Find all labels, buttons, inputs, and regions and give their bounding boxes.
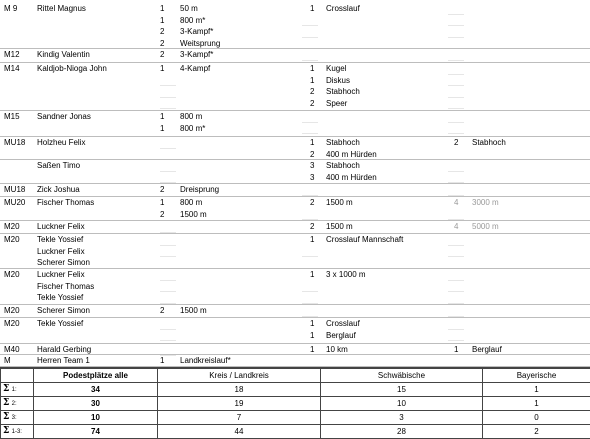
schwab-place-line: 2 bbox=[310, 98, 314, 110]
empty-cell-marker bbox=[448, 14, 464, 15]
schwab-event-line: 400 m Hürden bbox=[326, 172, 377, 184]
summary-row bbox=[1, 382, 590, 396]
summary-corner-cell bbox=[1, 369, 34, 383]
kreis-place bbox=[160, 197, 164, 220]
athlete-name-line: Luckner Felix bbox=[37, 246, 90, 258]
athlete-name-line: Luckner Felix bbox=[37, 221, 85, 233]
athlete-name-line: Luckner Felix bbox=[37, 269, 94, 281]
kreis-place-line: 1 bbox=[160, 63, 164, 75]
empty-cell-marker bbox=[160, 171, 176, 172]
empty-cell-marker bbox=[448, 122, 464, 123]
summary-row bbox=[1, 396, 590, 410]
athlete-name bbox=[37, 184, 80, 196]
athlete-name bbox=[37, 269, 94, 304]
age-class: M40 bbox=[4, 344, 20, 356]
kreis-place-line: 1 bbox=[160, 123, 164, 135]
empty-cell-marker bbox=[448, 291, 464, 292]
athlete-name-line: Holzheu Felix bbox=[37, 137, 85, 149]
kreis-place-line: 2 bbox=[160, 184, 164, 196]
kreis-event bbox=[180, 3, 220, 49]
schwab-place bbox=[310, 234, 314, 246]
schwab-event-line: Crosslauf bbox=[326, 318, 360, 330]
kreis-place-line: 1 bbox=[160, 111, 164, 123]
schwab-place-line: 2 bbox=[310, 149, 314, 161]
schwab-event-line: Stabhoch bbox=[326, 137, 377, 149]
schwab-place bbox=[310, 137, 314, 160]
header-schwaebische: Schwäbische bbox=[321, 369, 483, 383]
schwab-place-line: 1 bbox=[310, 318, 314, 330]
empty-cell-marker bbox=[448, 108, 464, 109]
kreis-place-line: 1 bbox=[160, 197, 164, 209]
schwab-event-line: Kugel bbox=[326, 63, 360, 75]
row-divider bbox=[0, 183, 590, 184]
schwab-event-line: 10 km bbox=[326, 344, 348, 356]
schwab-place-line: 1 bbox=[310, 330, 314, 342]
kreis-event-line: 1500 m bbox=[180, 305, 207, 317]
athlete-name-line: Fischer Thomas bbox=[37, 197, 94, 209]
summary-kreis: 44 bbox=[158, 424, 321, 438]
empty-cell-marker bbox=[448, 60, 464, 61]
schwab-event bbox=[326, 221, 353, 233]
schwab-place bbox=[310, 3, 314, 15]
kreis-place-line: 2 bbox=[160, 305, 164, 317]
kreis-event bbox=[180, 111, 205, 134]
kreis-place-line: 2 bbox=[160, 26, 164, 38]
summary-table bbox=[0, 367, 590, 439]
age-class: M12 bbox=[4, 49, 20, 61]
athlete-name-line: Tekle Yossief bbox=[37, 234, 90, 246]
summary-label: Σ 1: bbox=[1, 382, 34, 396]
summary-all: 34 bbox=[34, 382, 158, 396]
kreis-place bbox=[160, 355, 164, 367]
schwab-event bbox=[326, 63, 360, 109]
athlete-name bbox=[37, 305, 90, 317]
age-class: M20 bbox=[4, 221, 20, 233]
kreis-place bbox=[160, 49, 164, 61]
athlete-name bbox=[37, 234, 90, 269]
athlete-name bbox=[37, 318, 83, 330]
kreis-place bbox=[160, 3, 164, 49]
summary-label: Σ 1-3: bbox=[1, 424, 34, 438]
schwab-event-line: Diskus bbox=[326, 75, 360, 87]
kreis-event-line: Weitsprung bbox=[180, 38, 220, 50]
age-class: M14 bbox=[4, 63, 20, 75]
athlete-name-line: Harald Gerbing bbox=[37, 344, 91, 356]
athlete-name bbox=[37, 49, 90, 61]
athlete-name bbox=[37, 355, 90, 367]
summary-schwab: 3 bbox=[321, 410, 483, 424]
summary-bay: 1 bbox=[483, 396, 590, 410]
kreis-event bbox=[180, 184, 219, 196]
athlete-name bbox=[37, 111, 91, 123]
empty-cell-marker bbox=[448, 171, 464, 172]
schwab-place-line: 2 bbox=[310, 197, 314, 209]
bay-event bbox=[472, 137, 506, 149]
athlete-name-line: Tekle Yossief bbox=[37, 318, 83, 330]
schwab-place-line: 3 bbox=[310, 160, 314, 172]
athlete-name bbox=[37, 3, 86, 15]
kreis-event bbox=[180, 355, 231, 367]
schwab-event-line: Speer bbox=[326, 98, 360, 110]
athlete-name-line: Sandner Jonas bbox=[37, 111, 91, 123]
summary-header-row bbox=[1, 369, 590, 383]
schwab-event-line: 1500 m bbox=[326, 197, 353, 209]
bay-place-line: 1 bbox=[454, 344, 458, 356]
empty-cell-marker bbox=[448, 280, 464, 281]
schwab-place bbox=[310, 221, 314, 233]
kreis-place bbox=[160, 305, 164, 317]
empty-cell-marker bbox=[448, 133, 464, 134]
bay-event-line: 3000 m bbox=[472, 197, 499, 209]
schwab-place bbox=[310, 160, 314, 183]
empty-cell-marker bbox=[160, 85, 176, 86]
kreis-event-line: 3-Kampf* bbox=[180, 26, 220, 38]
age-class: M20 bbox=[4, 305, 20, 317]
empty-cell-marker bbox=[160, 97, 176, 98]
header-bayerische: Bayerische bbox=[483, 369, 590, 383]
kreis-place-line: 1 bbox=[160, 355, 164, 367]
summary-all: 74 bbox=[34, 424, 158, 438]
summary-row bbox=[1, 424, 590, 438]
bay-event-line: Stabhoch bbox=[472, 137, 506, 149]
empty-cell-marker bbox=[160, 108, 176, 109]
kreis-event-line: 1500 m bbox=[180, 209, 207, 221]
age-class: MU18 bbox=[4, 137, 25, 149]
schwab-event-line: 3 x 1000 m bbox=[326, 269, 366, 281]
age-class: M20 bbox=[4, 269, 20, 281]
empty-cell-marker bbox=[302, 37, 318, 38]
empty-cell-marker bbox=[448, 37, 464, 38]
summary-label: Σ 3: bbox=[1, 410, 34, 424]
bay-event-line: Berglauf bbox=[472, 344, 502, 356]
summary-bay: 0 bbox=[483, 410, 590, 424]
summary-label: Σ 2: bbox=[1, 396, 34, 410]
schwab-event-line: Stabhoch bbox=[326, 86, 360, 98]
schwab-event bbox=[326, 137, 377, 160]
age-class: M20 bbox=[4, 234, 20, 246]
row-divider bbox=[0, 159, 590, 160]
kreis-event bbox=[180, 49, 213, 61]
schwab-place bbox=[310, 63, 314, 109]
kreis-event-line: 800 m bbox=[180, 197, 207, 209]
kreis-place-line: 1 bbox=[160, 15, 164, 27]
schwab-place-line: 1 bbox=[310, 63, 314, 75]
schwab-place-line: 2 bbox=[310, 86, 314, 98]
empty-cell-marker bbox=[160, 329, 176, 330]
athlete-name bbox=[37, 160, 80, 172]
kreis-event-line: Landkreislauf* bbox=[180, 355, 231, 367]
bay-place-line: 4 bbox=[454, 221, 458, 233]
empty-cell-marker bbox=[448, 256, 464, 257]
schwab-place bbox=[310, 318, 314, 341]
age-class: MU20 bbox=[4, 197, 25, 209]
athlete-name-line: Herren Team 1 bbox=[37, 355, 90, 367]
schwab-place-line: 1 bbox=[310, 75, 314, 87]
summary-bay: 1 bbox=[483, 382, 590, 396]
kreis-event-line: 800 m* bbox=[180, 15, 220, 27]
kreis-event-line: 800 m* bbox=[180, 123, 205, 135]
schwab-event-line: Berglauf bbox=[326, 330, 360, 342]
bay-place-line: 2 bbox=[454, 137, 458, 149]
schwab-event bbox=[326, 318, 360, 341]
row-divider bbox=[0, 220, 590, 221]
summary-bay: 2 bbox=[483, 424, 590, 438]
schwab-place bbox=[310, 269, 314, 281]
empty-cell-marker bbox=[448, 340, 464, 341]
empty-cell-marker bbox=[160, 340, 176, 341]
kreis-event-line: 3-Kampf* bbox=[180, 49, 213, 61]
schwab-event-line: Crosslauf Mannschaft bbox=[326, 234, 403, 246]
empty-cell-marker bbox=[160, 245, 176, 246]
kreis-place bbox=[160, 63, 164, 75]
empty-cell-marker bbox=[302, 133, 318, 134]
schwab-place bbox=[310, 197, 314, 209]
empty-cell-marker bbox=[160, 280, 176, 281]
kreis-place-line: 2 bbox=[160, 38, 164, 50]
empty-cell-marker bbox=[302, 291, 318, 292]
athlete-name bbox=[37, 137, 85, 149]
schwab-event bbox=[326, 269, 366, 281]
bay-place bbox=[454, 137, 458, 149]
schwab-place-line: 1 bbox=[310, 3, 314, 15]
age-class: M 9 bbox=[4, 3, 17, 15]
athlete-name-line: Kaldjob-Nioga John bbox=[37, 63, 107, 75]
schwab-event-line: 1500 m bbox=[326, 221, 353, 233]
age-class: M20 bbox=[4, 318, 20, 330]
summary-kreis: 18 bbox=[158, 382, 321, 396]
schwab-place-line: 1 bbox=[310, 234, 314, 246]
kreis-place-line: 1 bbox=[160, 3, 164, 15]
row-divider bbox=[0, 317, 590, 318]
schwab-event bbox=[326, 3, 360, 15]
athlete-name bbox=[37, 63, 107, 75]
summary-row bbox=[1, 410, 590, 424]
empty-cell-marker bbox=[302, 25, 318, 26]
kreis-event-line: 50 m bbox=[180, 3, 220, 15]
age-class: M bbox=[4, 355, 11, 367]
kreis-event-line: 800 m bbox=[180, 111, 205, 123]
schwab-place-line: 1 bbox=[310, 344, 314, 356]
bay-place bbox=[454, 197, 458, 209]
athlete-name-line: Scherer Simon bbox=[37, 257, 90, 269]
empty-cell-marker bbox=[160, 291, 176, 292]
bay-place-line: 4 bbox=[454, 197, 458, 209]
summary-kreis: 7 bbox=[158, 410, 321, 424]
kreis-event-line: Dreisprung bbox=[180, 184, 219, 196]
schwab-event-line: 400 m Hürden bbox=[326, 149, 377, 161]
summary-all: 30 bbox=[34, 396, 158, 410]
empty-cell-marker bbox=[448, 74, 464, 75]
bay-event bbox=[472, 221, 499, 233]
schwab-event bbox=[326, 234, 403, 246]
schwab-event-line: Crosslauf bbox=[326, 3, 360, 15]
kreis-event bbox=[180, 305, 207, 317]
empty-cell-marker bbox=[302, 122, 318, 123]
kreis-place bbox=[160, 184, 164, 196]
schwab-event bbox=[326, 160, 377, 183]
age-class: MU18 bbox=[4, 184, 25, 196]
header-kreis: Kreis / Landkreis bbox=[158, 369, 321, 383]
kreis-event bbox=[180, 63, 210, 75]
schwab-place-line: 2 bbox=[310, 221, 314, 233]
athlete-name bbox=[37, 221, 85, 233]
summary-all: 10 bbox=[34, 410, 158, 424]
bay-event bbox=[472, 197, 499, 209]
empty-cell-marker bbox=[448, 25, 464, 26]
summary-kreis: 19 bbox=[158, 396, 321, 410]
schwab-place-line: 3 bbox=[310, 172, 314, 184]
schwab-place-line: 1 bbox=[310, 269, 314, 281]
kreis-place-line: 2 bbox=[160, 209, 164, 221]
schwab-event-line: Stabhoch bbox=[326, 160, 377, 172]
empty-cell-marker bbox=[448, 97, 464, 98]
kreis-place bbox=[160, 111, 164, 134]
header-podest-all: Podestplätze alle bbox=[34, 369, 158, 383]
athlete-name-line: Rittel Magnus bbox=[37, 3, 86, 15]
empty-cell-marker bbox=[160, 148, 176, 149]
schwab-event bbox=[326, 197, 353, 209]
empty-cell-marker bbox=[448, 329, 464, 330]
athlete-name bbox=[37, 197, 94, 209]
kreis-event-line: 4-Kampf bbox=[180, 63, 210, 75]
athlete-name-line: Scherer Simon bbox=[37, 305, 90, 317]
athlete-name-line: Saßen Timo bbox=[37, 160, 80, 172]
summary-schwab: 28 bbox=[321, 424, 483, 438]
athlete-name-line: Kindig Valentin bbox=[37, 49, 90, 61]
empty-cell-marker bbox=[448, 85, 464, 86]
bay-place bbox=[454, 221, 458, 233]
kreis-place-line: 2 bbox=[160, 49, 164, 61]
empty-cell-marker bbox=[302, 256, 318, 257]
empty-cell-marker bbox=[448, 245, 464, 246]
schwab-place-line: 1 bbox=[310, 137, 314, 149]
kreis-event bbox=[180, 197, 207, 220]
athlete-name-line: Tekle Yossief bbox=[37, 292, 94, 304]
empty-cell-marker bbox=[302, 60, 318, 61]
athlete-name-line: Zick Joshua bbox=[37, 184, 80, 196]
empty-cell-marker bbox=[160, 256, 176, 257]
bay-event-line: 5000 m bbox=[472, 221, 499, 233]
athlete-name-line: Fischer Thomas bbox=[37, 281, 94, 293]
age-class: M15 bbox=[4, 111, 20, 123]
summary-schwab: 15 bbox=[321, 382, 483, 396]
summary-schwab: 10 bbox=[321, 396, 483, 410]
